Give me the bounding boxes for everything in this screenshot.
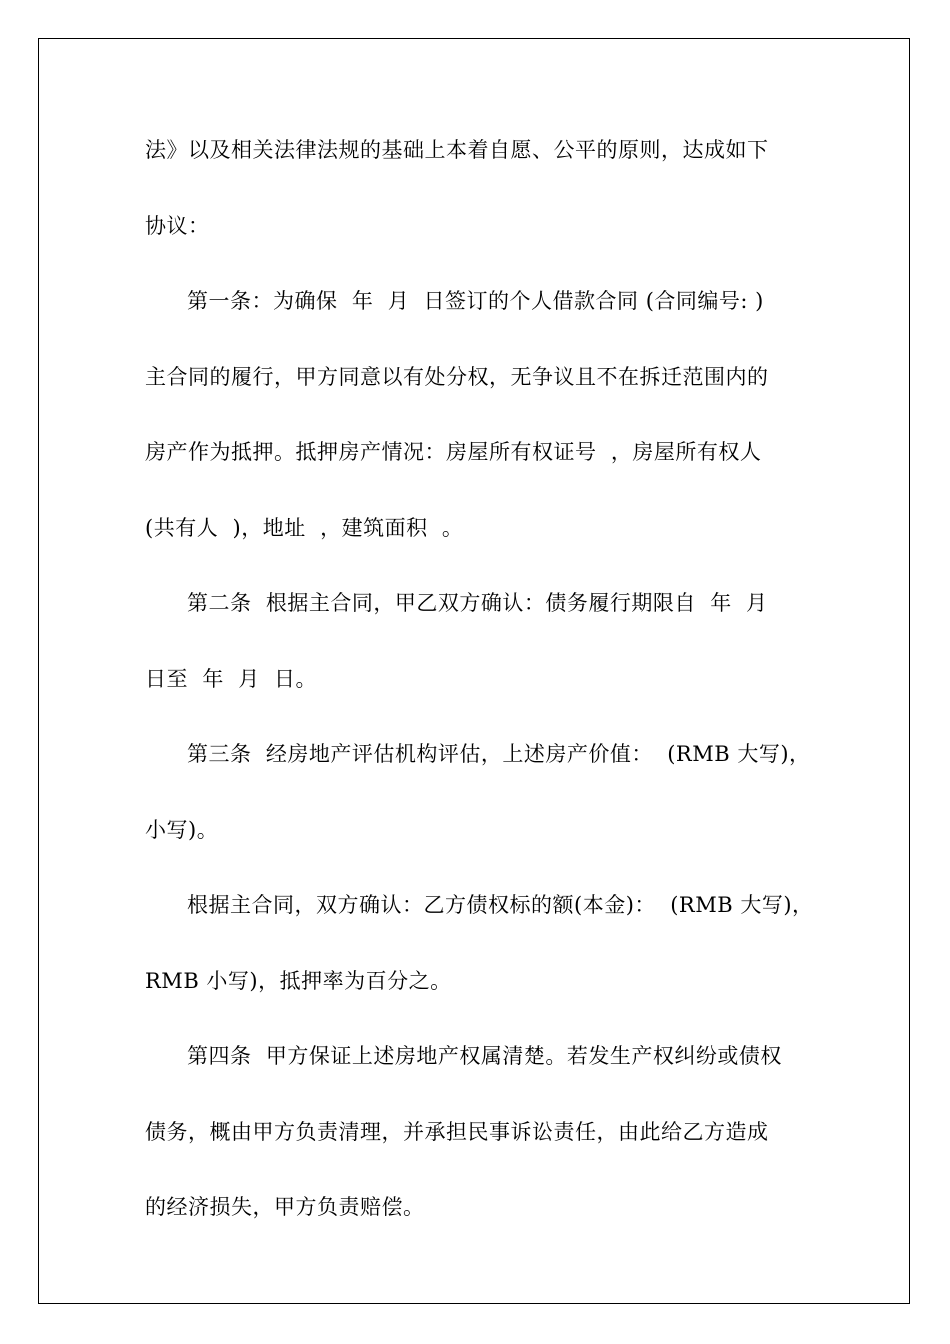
article-1-line-3: 房产作为抵押。抵押房产情况：房屋所有权证号 ，房屋所有权人	[145, 440, 762, 464]
document-body	[145, 131, 845, 1264]
article-2-line-1: 第二条 根据主合同，甲乙双方确认：债务履行期限自 年 月	[187, 591, 768, 615]
article-3-line-2: 小写)。	[145, 817, 219, 842]
article-3-line-1: 第三条 经房地产评估机构评估，上述房产价值： (RMB 大写)，	[187, 742, 811, 766]
article-1-line-4: (共有人 )，地址 ，建筑面积 。	[145, 515, 464, 540]
principal-line-1: 根据主合同，双方确认：乙方债权标的额(本金)： (RMB 大写)，	[187, 893, 814, 917]
article-4-line-3: 的经济损失，甲方负责赔偿。	[145, 1195, 425, 1219]
article-1-line-1: 第一条：为确保 年 月 日签订的个人借款合同 (合同编号: )	[187, 289, 764, 313]
article-4-line-1: 第四条 甲方保证上述房地产权属清楚。若发生产权纠纷或债权	[187, 1044, 782, 1068]
principal-line-2: RMB 小写)，抵押率为百分之。	[145, 968, 452, 993]
text-line-2: 协议：	[145, 213, 210, 238]
text-line-1: 法》以及相关法律法规的基础上本着自愿、公平的原则，达成如下	[145, 138, 769, 162]
article-1-line-2: 主合同的履行，甲方同意以有处分权，无争议且不在拆迁范围内的	[145, 364, 769, 389]
article-4-line-2: 债务，概由甲方负责清理，并承担民事诉讼责任，由此给乙方造成	[145, 1119, 769, 1144]
article-2-line-2: 日至 年 月 日。	[145, 666, 318, 691]
